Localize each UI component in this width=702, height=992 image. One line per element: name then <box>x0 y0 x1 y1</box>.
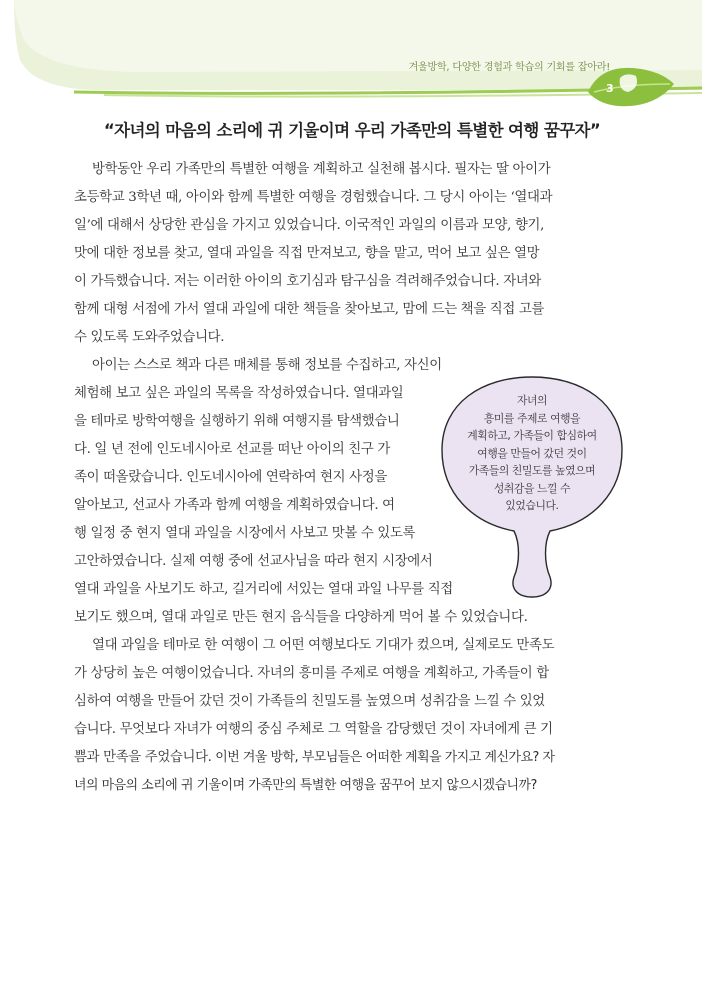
text-line: 습니다. 무엇보다 자녀가 여행의 중심 주체로 그 역할을 감당했던 것이 자녀에게 큰 기 <box>74 722 553 737</box>
article-title: “자녀의 마음의 소리에 귀 기울이며 우리 가족만의 특별한 여행 꿈꾸자” <box>103 121 601 140</box>
text-line: 보기도 했으며, 열대 과일로 만든 현지 음식들을 다양하게 먹어 볼 수 있었습니다. <box>74 610 528 625</box>
text-line: 족이 떠올랐습니다. 인도네시아에 연락하여 현지 사정을 <box>74 470 387 485</box>
text-segment-highlight: 이번 겨울 방학, 부모님들은 어떠한 계획을 가지고 계신가요? 자 <box>211 750 555 765</box>
text-line: 아이는 스스로 책과 다른 매체를 통해 정보를 수집하고, 자신이 <box>92 358 442 373</box>
text-line: 이 가득했습니다. 저는 이러한 아이의 호기심과 탐구심을 격려해주었습니다. 자녀와 <box>74 274 541 289</box>
text-segment: 쁨과 만족을 주었습니다. <box>74 750 212 765</box>
text-line: 열대 과일을 테마로 한 여행이 그 어떤 여행보다도 기대가 컸으며, 실제로도 만족도 <box>92 638 555 653</box>
callout-line: 있었습니다. <box>505 499 559 512</box>
callout-line: 여행을 만들어 갔던 것이 <box>477 446 587 460</box>
text-line: 맛에 대한 정보를 찾고, 열대 과일을 직접 만져보고, 향을 맡고, 먹어 보고 싶은 열망 <box>74 246 540 261</box>
text-line: 을 테마로 방학여행을 실행하기 위해 여행지를 탐색했습니 <box>74 414 400 429</box>
text-line-mixed <box>74 747 555 769</box>
callout-line: 흥미를 주제로 여행을 <box>483 411 581 425</box>
text-line: 다. 일 년 전에 인도네시아로 선교를 떠난 아이의 친구 가 <box>74 442 390 457</box>
leaf-icon <box>580 58 680 118</box>
callout-line: 계획하고, 가족들이 합심하여 <box>467 429 597 442</box>
text-line: 방학동안 우리 가족만의 특별한 여행을 계획하고 실천해 봅시다. 필자는 딸 아이가 <box>92 162 551 177</box>
text-line: 수 있도록 도와주었습니다. <box>74 330 225 345</box>
text-line: 심하여 여행을 만들어 갔던 것이 가족들의 친밀도를 높였으며 성취감을 느낄 수 있었 <box>74 694 545 709</box>
callout-line: 자녀의 <box>516 394 548 407</box>
text-line: 체험해 보고 싶은 과일의 목록을 작성하였습니다. 열대과일 <box>74 386 404 401</box>
text-line: 함께 대형 서점에 가서 열대 과일에 대한 책들을 찾아보고, 맘에 드는 책을 직접 고를 <box>74 302 545 317</box>
page-number: 3 <box>606 82 614 95</box>
text-line: 초등학교 3학년 때, 아이와 함께 특별한 여행을 경험했습니다. 그 당시 아이는 ‘열대과 <box>74 190 553 205</box>
callout-line: 가족들의 친밀도를 높였으며 <box>468 464 596 477</box>
text-line: 가 상당히 높은 여행이었습니다. 자녀의 흥미를 주제로 여행을 계획하고, 가족들이 합 <box>74 666 549 681</box>
text-line: 열대 과일을 사보기도 하고, 길거리에 서있는 열대 과일 나무를 직접 <box>74 582 453 597</box>
text-line: 알아보고, 선교사 가족과 함께 여행을 계획하였습니다. 여 <box>74 498 395 513</box>
callout-text <box>452 392 612 515</box>
callout-line: 성취감을 느낄 수 <box>493 481 571 495</box>
text-line: 행 일정 중 현지 열대 과일을 시장에서 사보고 맛볼 수 있도록 <box>74 526 416 541</box>
text-line: 녀의 마음의 소리에 귀 기울이며 가족만의 특별한 여행을 꿈꾸어 보지 않으시겠습니까? <box>74 778 537 793</box>
text-line: 일’에 대해서 상당한 관심을 가지고 있었습니다. 이국적인 과일의 이름과 모양, 향기, <box>74 218 545 233</box>
header-subtitle: 겨울방학, 다양한 경험과 학습의 기회를 잡아라! <box>408 62 610 73</box>
text-line: 고안하였습니다. 실제 여행 중에 선교사님을 따라 현지 시장에서 <box>74 554 433 569</box>
